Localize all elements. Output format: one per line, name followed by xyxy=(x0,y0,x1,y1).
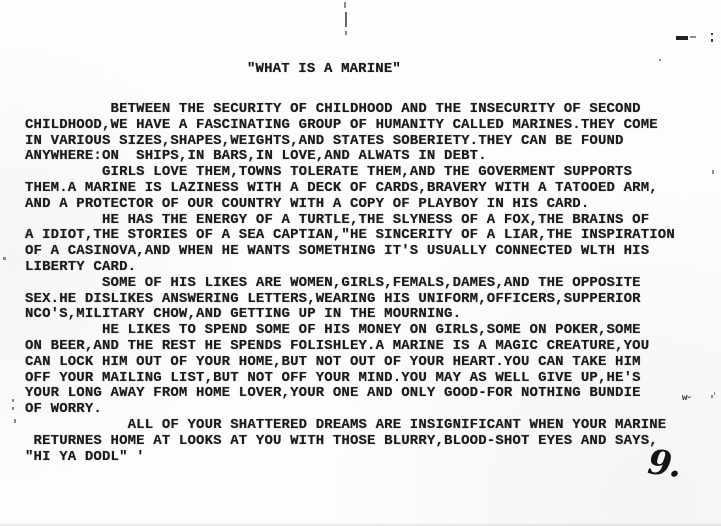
scan-artifact xyxy=(690,36,696,38)
text-line: NCO'S,MILITARY CHOW,AND GETTING UP IN THE MOURNING. xyxy=(25,306,462,323)
document-body xyxy=(25,102,675,465)
scan-artifact xyxy=(14,419,16,423)
text-line: "HI YA DODL" ' xyxy=(25,448,145,465)
handwritten-page-number: 9. xyxy=(645,442,682,486)
scan-artifact xyxy=(711,395,713,398)
text-line: YOUR LONG AWAY FROM HOME LOVER,YOUR ONE AND ONLY GOOD-FOR NOTHING BUNDIE xyxy=(25,385,641,402)
scan-artifact xyxy=(659,59,661,61)
scan-artifact xyxy=(711,33,713,35)
scan-artifact xyxy=(711,39,713,42)
text-line: HE LIKES TO SPEND SOME OF HIS MONEY ON GIRLS,SOME ON POKER,SOME xyxy=(25,322,641,339)
text-line: ANYWHERE:ON SHIPS,IN BARS,IN LOVE,AND ALWATS IN DEBT. xyxy=(25,148,487,165)
text-line: GIRLS LOVE THEM,TOWNS TOLERATE THEM,AND THE GOVERMENT SUPPORTS xyxy=(25,164,633,181)
text-line: ALL OF YOUR SHATTERED DREAMS ARE INSIGNIFICANT WHEN YOUR MARINE xyxy=(25,416,667,433)
scan-artifact xyxy=(345,12,347,27)
text-line: SEX.HE DISLIKES ANSWERING LETTERS,WEARING HIS UNIFORM,OFFICERS,SUPPERIOR xyxy=(25,290,641,307)
text-line: CHILDHOOD,WE HAVE A FASCINATING GROUP OF HUMANITY CALLED MARINES.THEY COME xyxy=(25,116,658,133)
scan-artifact xyxy=(12,399,14,402)
scan-artifact xyxy=(345,31,347,35)
text-line: RETURNES HOME AT LOOKS AT YOU WITH THOSE BLURRY,BLOOD-SHOT EYES AND SAYS, xyxy=(25,432,658,449)
text-line: A IDIOT,THE STORIES OF A SEA CAPTIAN,"HE SINCERITY OF A LIAR,THE INSPIRATION xyxy=(25,227,675,244)
scan-artifact xyxy=(676,36,688,40)
scan-artifact xyxy=(12,407,14,410)
scan-artifact xyxy=(344,2,346,8)
text-line: CAN LOCK HIM OUT OF YOUR HOME,BUT NOT OUT OF YOUR HEART.YOU CAN TAKE HIM xyxy=(25,353,641,370)
page-title: "WHAT IS A MARINE" xyxy=(247,61,401,77)
scan-artifact xyxy=(712,170,714,174)
text-line: HE HAS THE ENERGY OF A TURTLE,THE SLYNESS OF A FOX,THE BRAINS OF xyxy=(25,211,650,228)
scan-artifact xyxy=(3,257,6,260)
text-line: BETWEEN THE SECURITY OF CHILDHOOD AND THE INSECURITY OF SECOND xyxy=(25,101,641,117)
text-line: OFF YOUR MAILING LIST,BUT NOT OFF YOUR MIND.YOU MAY AS WELL GIVE UP,HE'S xyxy=(25,369,641,386)
text-line: OF WORRY. xyxy=(25,401,102,418)
text-line: OF A CASINOVA,AND WHEN HE WANTS SOMETHING IT'S USUALLY CONNECTED WLTH HIS xyxy=(25,243,650,260)
text-line: ON BEER,AND THE REST HE SPENDS FOLISHLEY.A MARINE IS A MAGIC CREATURE,YOU xyxy=(25,337,650,354)
scan-artifact xyxy=(714,392,715,395)
scan-squiggle: ᴡᵕ xyxy=(682,393,691,403)
text-line: THEM.A MARINE IS LAZINESS WITH A DECK OF CARDS,BRAVERY WITH A TATOOED ARM, xyxy=(25,179,658,196)
text-line: IN VARIOUS SIZES,SHAPES,WEIGHTS,AND STATES SOBERIETY.THEY CAN BE FOUND xyxy=(25,132,624,149)
text-line: LIBERTY CARD. xyxy=(25,258,137,275)
text-line: SOME OF HIS LIKES ARE WOMEN,GIRLS,FEMALS,DAMES,AND THE OPPOSITE xyxy=(25,274,641,291)
text-line: AND A PROTECTOR OF OUR COUNTRY WITH A COPY OF PLAYBOY IN HIS CARD. xyxy=(25,195,590,212)
